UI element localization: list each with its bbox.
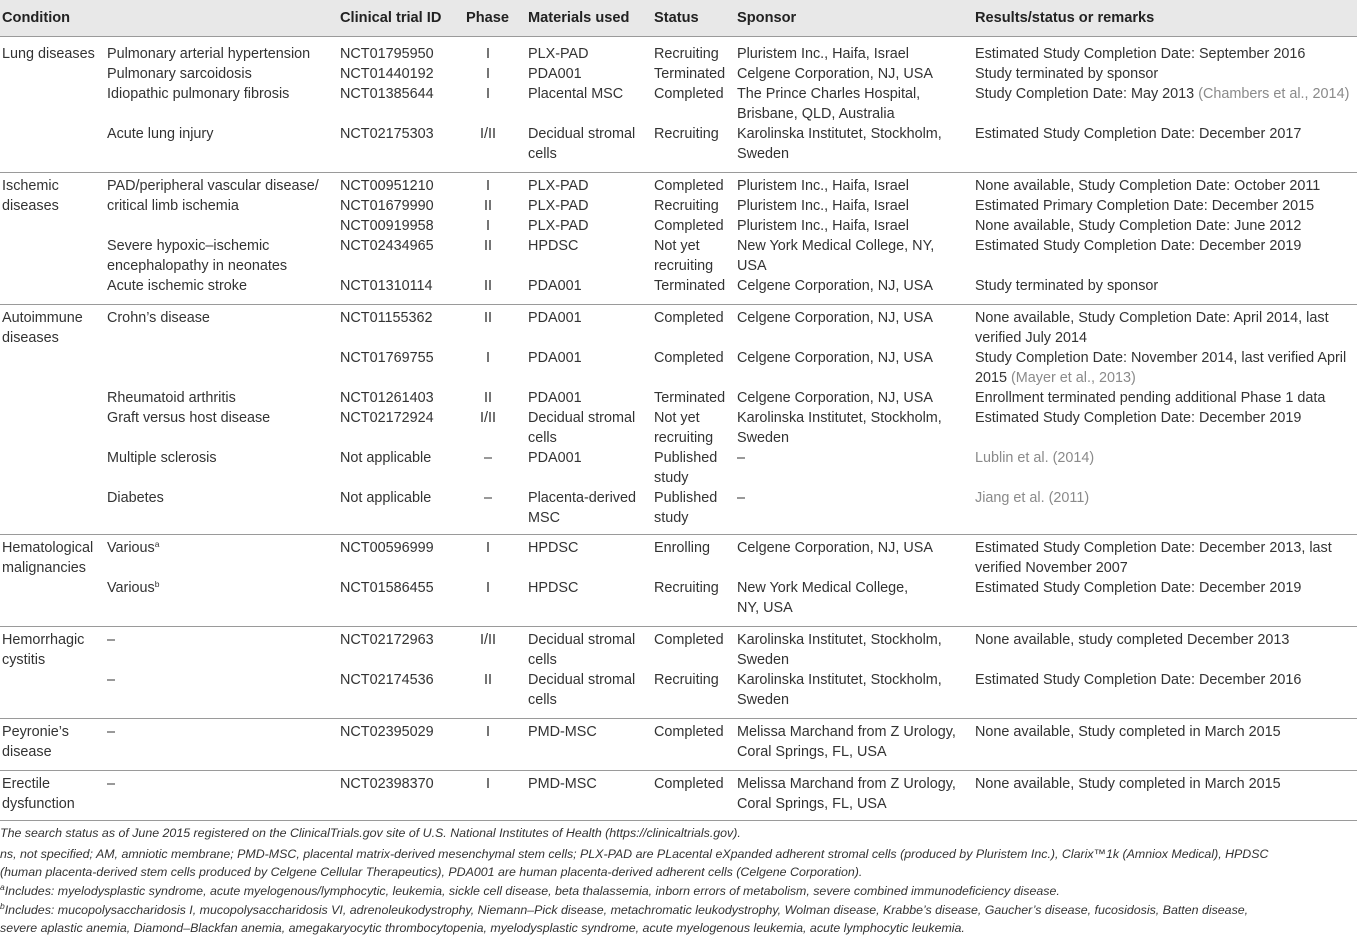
header-results: Results/status or remarks	[975, 10, 1155, 26]
sponsor-cell: Pluristem Inc., Haifa, Israel	[737, 46, 909, 62]
disease-cell: –	[107, 632, 116, 648]
phase-cell: I	[486, 86, 490, 102]
phase-cell: I	[486, 66, 490, 82]
phase-cell: I	[486, 46, 490, 62]
disease-cell: Idiopathic pulmonary fibrosis	[107, 86, 290, 102]
status-cell: Terminated	[654, 390, 726, 406]
phase-cell: II	[484, 238, 492, 254]
phase-cell: I/II	[480, 632, 496, 648]
sponsor-cell: Karolinska Institutet, Stockholm, Sweden	[737, 632, 942, 668]
footnote-a-mark: a	[0, 882, 5, 892]
disease-cell	[107, 578, 159, 598]
trial-id-cell: NCT01440192	[340, 66, 434, 82]
trial-id-cell: NCT00596999	[340, 540, 434, 556]
results-cell	[975, 488, 1089, 508]
status-cell: Recruiting	[654, 126, 719, 142]
materials-cell: PDA001	[528, 66, 582, 82]
results-cell	[975, 774, 1281, 794]
results-text: Study Completion Date: May 2013	[975, 86, 1199, 102]
disease-cell: Diabetes	[107, 490, 164, 506]
materials-cell: PLX-PAD	[528, 198, 589, 214]
group-rule	[0, 626, 1357, 627]
trial-id-cell: NCT02174536	[340, 672, 434, 688]
disease-cell	[107, 538, 159, 558]
results-cell	[975, 196, 1314, 216]
materials-cell: HPDSC	[528, 580, 579, 596]
table-bottom-rule	[0, 820, 1357, 821]
materials-cell: HPDSC	[528, 540, 579, 556]
reference-citation: Lublin et al. (2014)	[975, 450, 1095, 466]
phase-cell: II	[484, 310, 492, 326]
results-text: Estimated Study Completion Date: December 2019	[975, 238, 1302, 254]
header-status: Status	[654, 10, 699, 26]
footnote-search-status: The search status as of June 2015 registered on the ClinicalTrials.gov site of U.S. National Institutes of Health (https://clinicaltrials.gov).	[0, 826, 741, 840]
trial-id-cell: Not applicable	[340, 450, 432, 466]
materials-cell: Decidual stromal cells	[528, 632, 636, 668]
materials-cell: Decidual stromal cells	[528, 672, 636, 708]
results-cell	[975, 388, 1325, 408]
trial-id-cell: NCT01261403	[340, 390, 434, 406]
disease-cell: Acute ischemic stroke	[107, 278, 247, 294]
footnote-a	[0, 882, 1357, 901]
disease-cell: Severe hypoxic–ischemic encephalopathy in neonates	[107, 238, 288, 274]
status-cell: Completed	[654, 86, 724, 102]
phase-cell: –	[483, 490, 492, 506]
condition-cell: Erectile dysfunction	[2, 776, 75, 812]
disease-cell: Pulmonary sarcoidosis	[107, 66, 252, 82]
materials-cell: PDA001	[528, 278, 582, 294]
footnote-b-mark: b	[0, 901, 5, 911]
status-cell: Not yet recruiting	[654, 410, 714, 446]
materials-cell: PLX-PAD	[528, 46, 589, 62]
materials-cell: PMD-MSC	[528, 776, 597, 792]
results-cell	[975, 44, 1305, 64]
header-phase: Phase	[466, 10, 509, 26]
disease-text: Various	[107, 540, 155, 556]
disease-cell: Multiple sclerosis	[107, 450, 217, 466]
results-text: Estimated Study Completion Date: December 2016	[975, 672, 1302, 688]
results-cell	[975, 348, 1346, 388]
results-cell	[975, 176, 1320, 196]
results-text: Study terminated by sponsor	[975, 66, 1159, 82]
sponsor-cell: Pluristem Inc., Haifa, Israel	[737, 218, 909, 234]
results-cell	[975, 578, 1301, 598]
status-cell: Published study	[654, 450, 718, 486]
header-sponsor: Sponsor	[737, 10, 797, 26]
materials-cell: PMD-MSC	[528, 724, 597, 740]
condition-cell: Autoimmune diseases	[2, 310, 83, 346]
sponsor-cell: Celgene Corporation, NJ, USA	[737, 310, 933, 326]
materials-cell: PDA001	[528, 350, 582, 366]
header-materials: Materials used	[528, 10, 630, 26]
results-text: None available, study completed December 2013	[975, 632, 1290, 648]
status-cell: Not yet recruiting	[654, 238, 714, 274]
status-cell: Completed	[654, 218, 724, 234]
results-text: Study terminated by sponsor	[975, 278, 1159, 294]
phase-cell: I	[486, 724, 490, 740]
footnote-abbreviations-2: (human placenta-derived stem cells produced by Celgene Cellular Therapeutics), PDA001 are human placenta-derived adherent cells (Celgene Corporation).	[0, 865, 863, 879]
results-cell	[975, 722, 1281, 742]
phase-cell: I	[486, 218, 490, 234]
status-cell: Enrolling	[654, 540, 710, 556]
sponsor-cell: –	[737, 450, 746, 466]
status-cell: Completed	[654, 632, 724, 648]
trial-id-cell: NCT01155362	[340, 310, 433, 326]
results-text: Estimated Primary Completion Date: December 2015	[975, 198, 1315, 214]
sponsor-cell: The Prince Charles Hospital, Brisbane, QLD, Australia	[737, 86, 921, 122]
disease-footnote-mark: a	[154, 539, 160, 549]
trial-id-cell: NCT02172924	[340, 410, 434, 426]
results-text: Estimated Study Completion Date: December 2013, last verified November 2007	[975, 540, 1332, 576]
trial-id-cell: NCT00919958	[340, 218, 434, 234]
header-trial-id: Clinical trial ID	[340, 10, 442, 26]
sponsor-cell: New York Medical College, NY, USA	[737, 238, 935, 274]
results-text: Estimated Study Completion Date: December 2019	[975, 580, 1302, 596]
results-cell	[975, 84, 1349, 104]
results-cell	[975, 236, 1301, 256]
results-cell	[975, 216, 1301, 236]
disease-cell: Acute lung injury	[107, 126, 214, 142]
disease-cell: Pulmonary arterial hypertension	[107, 46, 311, 62]
materials-cell: Decidual stromal cells	[528, 410, 636, 446]
sponsor-cell: –	[737, 490, 746, 506]
results-text: Estimated Study Completion Date: September 2016	[975, 46, 1306, 62]
trial-id-cell: NCT00951210	[340, 178, 434, 194]
footnote-a-text: Includes: myelodysplastic syndrome, acute myelogenous/lymphocytic, leukemia, sickle cell disease, beta thalassemia, inborn errors of metabolism, severe combined immunodeficiency disease.	[4, 884, 1060, 898]
condition-cell: Hematological malignancies	[2, 540, 94, 576]
status-cell: Recruiting	[654, 198, 719, 214]
sponsor-cell: New York Medical College, NY, USA	[737, 580, 909, 616]
disease-cell: Rheumatoid arthritis	[107, 390, 236, 406]
trial-id-cell: NCT02175303	[340, 126, 434, 142]
status-cell: Recruiting	[654, 672, 719, 688]
header-rule	[0, 36, 1357, 37]
results-text: None available, Study Completion Date: June 2012	[975, 218, 1302, 234]
sponsor-cell: Melissa Marchand from Z Urology, Coral Springs, FL, USA	[737, 724, 956, 760]
table-header	[0, 0, 1357, 36]
condition-cell: Hemorrhagic cystitis	[2, 632, 85, 668]
materials-cell: PDA001	[528, 310, 582, 326]
footnote-b-text-1: Includes: mucopolysaccharidosis I, mucopolysaccharidosis VI, adrenoleukodystrophy, Niemann–Pick disease, metachromatic leukodystrophy, Wolman disease, Krabbe’s disease, Gaucher’s disease, fucosidosis, Batten disease,	[4, 903, 1249, 917]
sponsor-cell: Celgene Corporation, NJ, USA	[737, 540, 933, 556]
disease-text: Various	[107, 580, 155, 596]
trial-id-cell: NCT01769755	[340, 350, 434, 366]
results-text: None available, Study completed in March 2015	[975, 724, 1281, 740]
disease-cell: –	[107, 724, 116, 740]
materials-cell: PDA001	[528, 450, 582, 466]
results-cell	[975, 538, 1332, 578]
group-rule	[0, 304, 1357, 305]
status-cell: Completed	[654, 350, 724, 366]
condition-cell: Lung diseases	[2, 46, 95, 62]
disease-cell: –	[107, 776, 116, 792]
phase-cell: I	[486, 580, 490, 596]
results-text: None available, Study completed in March 2015	[975, 776, 1281, 792]
sponsor-cell: Celgene Corporation, NJ, USA	[737, 278, 933, 294]
sponsor-cell: Celgene Corporation, NJ, USA	[737, 390, 933, 406]
status-cell: Recruiting	[654, 580, 719, 596]
trial-id-cell: NCT01795950	[340, 46, 434, 62]
sponsor-cell: Melissa Marchand from Z Urology, Coral Springs, FL, USA	[737, 776, 956, 812]
phase-cell: I	[486, 776, 490, 792]
status-cell: Completed	[654, 776, 724, 792]
results-text: Study Completion Date: November 2014, last verified April 2015	[975, 350, 1347, 386]
footnote-b-line-2: severe aplastic anemia, Diamond–Blackfan anemia, amegakaryocytic thrombocytopenia, myelodysplastic syndrome, acute myelogenous leukemia, acute lymphocytic leukemia.	[0, 921, 965, 935]
sponsor-cell: Karolinska Institutet, Stockholm, Sweden	[737, 126, 942, 162]
phase-cell: I	[486, 350, 490, 366]
trial-id-cell: NCT01679990	[340, 198, 434, 214]
phase-cell: I	[486, 178, 490, 194]
phase-cell: –	[483, 450, 492, 466]
status-cell: Completed	[654, 178, 724, 194]
results-cell	[975, 64, 1158, 84]
disease-cell: Graft versus host disease	[107, 410, 271, 426]
results-cell	[975, 308, 1329, 348]
sponsor-cell: Karolinska Institutet, Stockholm, Sweden	[737, 410, 942, 446]
footnote-abbreviations-1: ns, not specified; AM, amniotic membrane; PMD-MSC, placental matrix-derived mesenchymal stem cells; PLX-PAD are PLacental eXpanded adherent stromal cells (produced by Pluristem Inc.), Clarix™1k (Amniox Medical), HPDSC	[0, 847, 1269, 861]
results-cell	[975, 408, 1301, 428]
phase-cell: II	[484, 672, 492, 688]
materials-cell: Placenta-derived MSC	[528, 490, 636, 526]
sponsor-cell: Pluristem Inc., Haifa, Israel	[737, 178, 909, 194]
status-cell: Recruiting	[654, 46, 719, 62]
results-cell	[975, 448, 1094, 468]
disease-footnote-mark: b	[154, 579, 160, 589]
status-cell: Published study	[654, 490, 718, 526]
phase-cell: I	[486, 540, 490, 556]
trial-id-cell: NCT01586455	[340, 580, 434, 596]
phase-cell: II	[484, 390, 492, 406]
phase-cell: I/II	[480, 126, 496, 142]
trial-id-cell: Not applicable	[340, 490, 432, 506]
status-cell: Terminated	[654, 66, 726, 82]
materials-cell: PLX-PAD	[528, 178, 589, 194]
sponsor-cell: Karolinska Institutet, Stockholm, Sweden	[737, 672, 942, 708]
status-cell: Terminated	[654, 278, 726, 294]
results-text: Estimated Study Completion Date: December 2017	[975, 126, 1302, 142]
condition-cell: Ischemic diseases	[2, 178, 59, 214]
materials-cell: HPDSC	[528, 238, 579, 254]
status-cell: Completed	[654, 724, 724, 740]
condition-cell: Peyronie’s disease	[2, 724, 69, 760]
results-cell	[975, 276, 1158, 296]
phase-cell: II	[484, 198, 492, 214]
trial-id-cell: NCT02398370	[340, 776, 434, 792]
trial-id-cell: NCT02172963	[340, 632, 434, 648]
results-cell	[975, 630, 1289, 650]
results-cell	[975, 124, 1301, 144]
footnote-b-line-1	[0, 901, 1357, 920]
reference-citation: (Mayer et al., 2013)	[1011, 370, 1136, 386]
materials-cell: PDA001	[528, 390, 582, 406]
reference-citation: (Chambers et al., 2014)	[1198, 86, 1350, 102]
trial-id-cell: NCT02395029	[340, 724, 434, 740]
status-cell: Completed	[654, 310, 724, 326]
results-text: None available, Study Completion Date: April 2014, last verified July 2014	[975, 310, 1329, 346]
disease-cell: –	[107, 672, 116, 688]
materials-cell: PLX-PAD	[528, 218, 589, 234]
header-condition: Condition	[2, 10, 71, 26]
results-text: Enrollment terminated pending additional Phase 1 data	[975, 390, 1326, 406]
trial-id-cell: NCT01310114	[340, 278, 433, 294]
results-text: None available, Study Completion Date: October 2011	[975, 178, 1321, 194]
sponsor-cell: Celgene Corporation, NJ, USA	[737, 350, 933, 366]
group-rule	[0, 534, 1357, 535]
materials-cell: Placental MSC	[528, 86, 624, 102]
disease-cell: Crohn’s disease	[107, 310, 210, 326]
materials-cell: Decidual stromal cells	[528, 126, 636, 162]
trial-id-cell: NCT02434965	[340, 238, 434, 254]
phase-cell: I/II	[480, 410, 496, 426]
results-cell	[975, 670, 1301, 690]
trial-id-cell: NCT01385644	[340, 86, 434, 102]
group-rule	[0, 770, 1357, 771]
phase-cell: II	[484, 278, 492, 294]
group-rule	[0, 172, 1357, 173]
sponsor-cell: Pluristem Inc., Haifa, Israel	[737, 198, 909, 214]
disease-cell: PAD/peripheral vascular disease/ critical limb ischemia	[107, 178, 319, 214]
group-rule	[0, 718, 1357, 719]
results-text: Estimated Study Completion Date: December 2019	[975, 410, 1302, 426]
sponsor-cell: Celgene Corporation, NJ, USA	[737, 66, 933, 82]
reference-citation: Jiang et al. (2011)	[975, 490, 1090, 506]
